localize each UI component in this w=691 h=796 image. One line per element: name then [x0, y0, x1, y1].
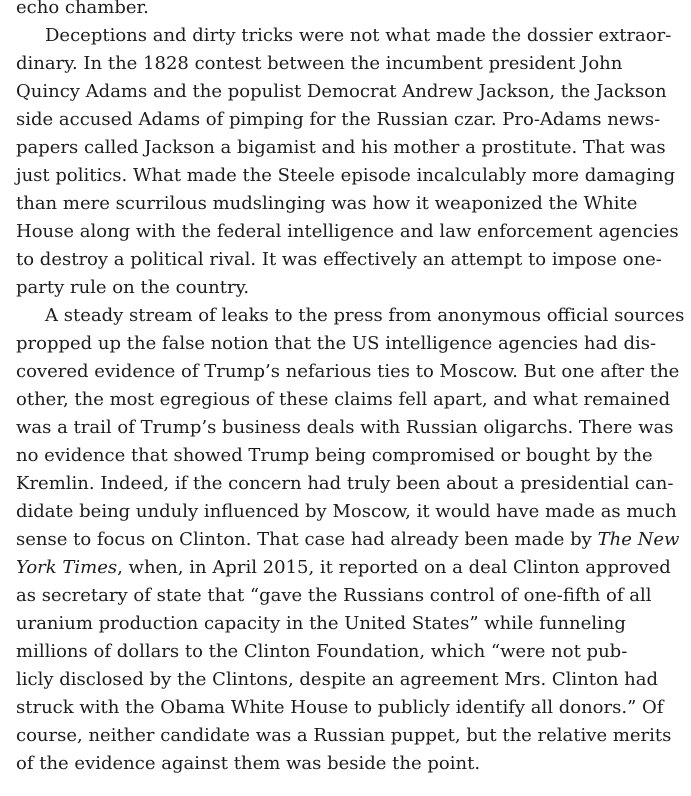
- paragraph-first-line: A steady stream of leaks to the press from anonymous official sources: [45, 305, 685, 326]
- text-line: than mere scurrilous mudslinging was how it weaponized the White: [16, 193, 638, 214]
- text-line: of the evidence against them was beside the point.: [16, 753, 481, 774]
- text-line: millions of dollars to the Clinton Foundation, which “were not pub-: [16, 641, 628, 662]
- text-line: struck with the Obama White House to publicly identify all donors.” Of: [16, 697, 664, 718]
- text-line: no evidence that showed Trump being compromised or bought by the: [16, 445, 653, 466]
- text-line: was a trail of Trump’s business deals with Russian oligarchs. There was: [16, 417, 674, 438]
- text-line: House along with the federal intelligence and law enforcement agencies: [16, 221, 679, 242]
- text-line: dinary. In the 1828 contest between the incumbent president John: [16, 53, 623, 74]
- text-line: Quincy Adams and the populist Democrat Andrew Jackson, the Jackson: [16, 81, 667, 102]
- paragraph-first-line: Deceptions and dirty tricks were not what made the dossier extraor-: [45, 25, 672, 46]
- text-line: course, neither candidate was a Russian puppet, but the relative merits: [16, 725, 672, 746]
- text-line-with-italic: [16, 526, 680, 554]
- text-line: other, the most egregious of these claims fell apart, and what remained: [16, 389, 671, 410]
- text-line: uranium production capacity in the United States” while funneling: [16, 613, 626, 634]
- text-line-with-italic: [16, 554, 671, 582]
- text-line: as secretary of state that “gave the Russians control of one-fifth of all: [16, 585, 652, 606]
- text-line: party rule on the country.: [16, 277, 250, 298]
- text-line: just politics. What made the Steele episode incalculably more damaging: [16, 165, 676, 186]
- text-line: didate being unduly influenced by Moscow, it would have made as much: [16, 501, 677, 522]
- text-line: propped up the false notion that the US intelligence agencies had dis-: [16, 333, 657, 354]
- text-line: to destroy a political rival. It was effectively an attempt to impose one-: [16, 249, 662, 270]
- text-segment: sense to focus on Clinton. That case had already been made by: [16, 529, 592, 550]
- text-line: covered evidence of Trump’s nefarious ties to Moscow. But one after the: [16, 361, 680, 382]
- italic-title: The New: [597, 529, 680, 550]
- text-line: Kremlin. Indeed, if the concern had truly been about a presidential can-: [16, 473, 674, 494]
- italic-title: York Times: [16, 557, 118, 578]
- text-line: echo chamber.: [16, 0, 149, 18]
- text-segment: , when, in April 2015, it reported on a deal Clinton approved: [117, 557, 671, 578]
- text-line: licly disclosed by the Clintons, despite an agreement Mrs. Clinton had: [16, 669, 659, 690]
- text-line: papers called Jackson a bigamist and his mother a prostitute. That was: [16, 137, 666, 158]
- text-line: side accused Adams of pimping for the Russian czar. Pro-Adams news-: [16, 109, 661, 130]
